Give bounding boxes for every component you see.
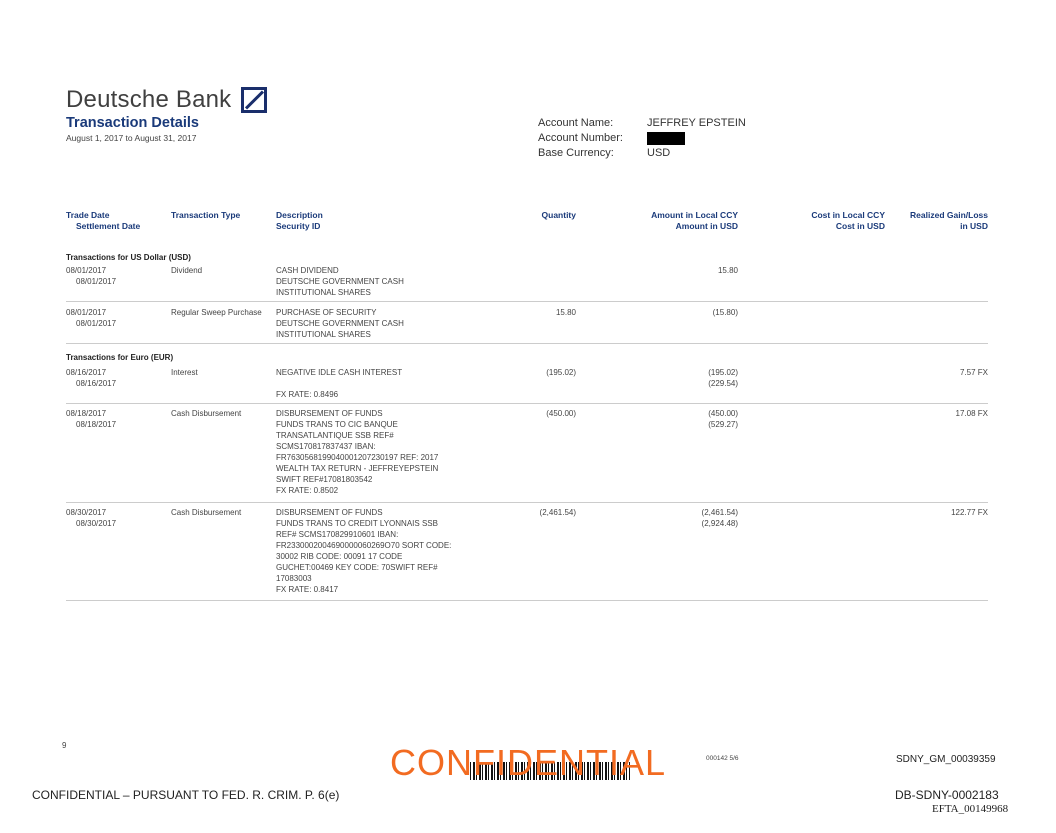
section-eur-title: Transactions for Euro (EUR) [66, 353, 174, 362]
bank-logo [66, 86, 267, 114]
bank-name: Deutsche Bank [66, 86, 232, 113]
statement-period: August 1, 2017 to August 31, 2017 [66, 133, 197, 143]
row-amount: 15.80 [717, 266, 738, 275]
row-type: Cash Disbursement [171, 508, 242, 517]
col-amount: Amount in Local CCY Amount in USD [651, 210, 738, 231]
row-amount: (15.80) [712, 308, 738, 317]
col-quantity: Quantity [541, 210, 576, 220]
col-transaction-type: Transaction Type [171, 210, 241, 220]
row-gain-loss: 17.08 FX [955, 409, 988, 418]
row-trade-date: 08/01/2017 [66, 308, 107, 317]
row-type: Regular Sweep Purchase [171, 308, 262, 317]
row-settlement-date: 08/01/2017 [76, 319, 117, 328]
row-trade-date: 08/18/2017 [66, 409, 107, 418]
account-number-label: Account Number: [538, 132, 623, 144]
document-code: 000142 5/6 [706, 755, 739, 762]
row-gain-loss: 122.77 FX [951, 508, 988, 517]
row-settlement-date: 08/18/2017 [76, 420, 117, 429]
row-divider [66, 502, 988, 503]
confidential-stamp: CONFIDENTIAL [390, 742, 667, 783]
base-currency-value: USD [647, 147, 671, 159]
row-divider [66, 343, 988, 344]
page-title: Transaction Details [66, 115, 199, 131]
account-number-redaction [647, 132, 685, 145]
col-description: Description Security ID [276, 210, 323, 231]
row-quantity: (2,461.54) [539, 508, 576, 517]
col-cost: Cost in Local CCY Cost in USD [811, 210, 885, 231]
row-amount: (450.00) (529.27) [708, 409, 738, 429]
row-type: Dividend [171, 266, 203, 275]
bank-logo-icon [241, 87, 267, 113]
efta-id: EFTA_00149968 [932, 803, 1009, 815]
row-divider [66, 301, 988, 302]
account-name-value: JEFFREY EPSTEIN [647, 117, 746, 129]
account-name-label: Account Name: [538, 117, 614, 129]
row-description: NEGATIVE IDLE CASH INTEREST FX RATE: 0.8496 [276, 368, 403, 399]
row-divider [66, 403, 988, 404]
row-trade-date: 08/01/2017 [66, 266, 107, 275]
base-currency-label: Base Currency: [538, 147, 614, 159]
row-gain-loss: 7.57 FX [959, 368, 988, 377]
row-description: CASH DIVIDEND DEUTSCHE GOVERNMENT CASH INSTITUTIONAL SHARES [276, 266, 404, 297]
row-divider [66, 600, 988, 601]
col-gain-loss: Realized Gain/Loss in USD [910, 210, 988, 231]
confidential-notice: CONFIDENTIAL – PURSUANT TO FED. R. CRIM. P. 6(e) [32, 788, 340, 802]
row-type: Cash Disbursement [171, 409, 242, 418]
row-quantity: (195.02) [546, 368, 576, 377]
row-amount: (2,461.54) (2,924.48) [701, 508, 738, 528]
row-description: DISBURSEMENT OF FUNDS FUNDS TRANS TO CIC BANQUE TRANSATLANTIQUE SSB REF# SCMS170817837437 IBAN: FR7630568199040001207230197 REF: 2017 WEALTH TAX RETURN - JEFFREYEPSTEIN SWIFT REF#17081803542 FX RATE: 0.8502 [276, 409, 439, 495]
row-trade-date: 08/30/2017 [66, 508, 107, 517]
row-description: PURCHASE OF SECURITY DEUTSCHE GOVERNMENT CASH INSTITUTIONAL SHARES [276, 308, 404, 339]
row-trade-date: 08/16/2017 [66, 368, 107, 377]
sdny-bates-id: SDNY_GM_00039359 [896, 754, 996, 765]
db-bates-id: DB-SDNY-0002183 [895, 788, 999, 802]
account-info [538, 117, 746, 162]
row-type: Interest [171, 368, 198, 377]
row-settlement-date: 08/16/2017 [76, 379, 117, 388]
section-usd-title: Transactions for US Dollar (USD) [66, 253, 191, 262]
row-amount: (195.02) (229.54) [708, 368, 738, 388]
col-trade-date: Trade Date Settlement Date [66, 210, 141, 231]
row-quantity: (450.00) [546, 409, 576, 418]
row-quantity: 15.80 [555, 308, 576, 317]
row-settlement-date: 08/30/2017 [76, 519, 117, 528]
row-settlement-date: 08/01/2017 [76, 277, 117, 286]
row-description: DISBURSEMENT OF FUNDS FUNDS TRANS TO CREDIT LYONNAIS SSB REF# SCMS170829910601 IBAN: FR2330002004690000060269O70 SORT CODE: 30002 RIB CODE: 00091 17 CODE GUCHET:00469 KEY CODE: 70SWIFT REF# 17083003 FX RATE: 0.8417 [276, 508, 452, 594]
page-number: 9 [62, 741, 67, 750]
